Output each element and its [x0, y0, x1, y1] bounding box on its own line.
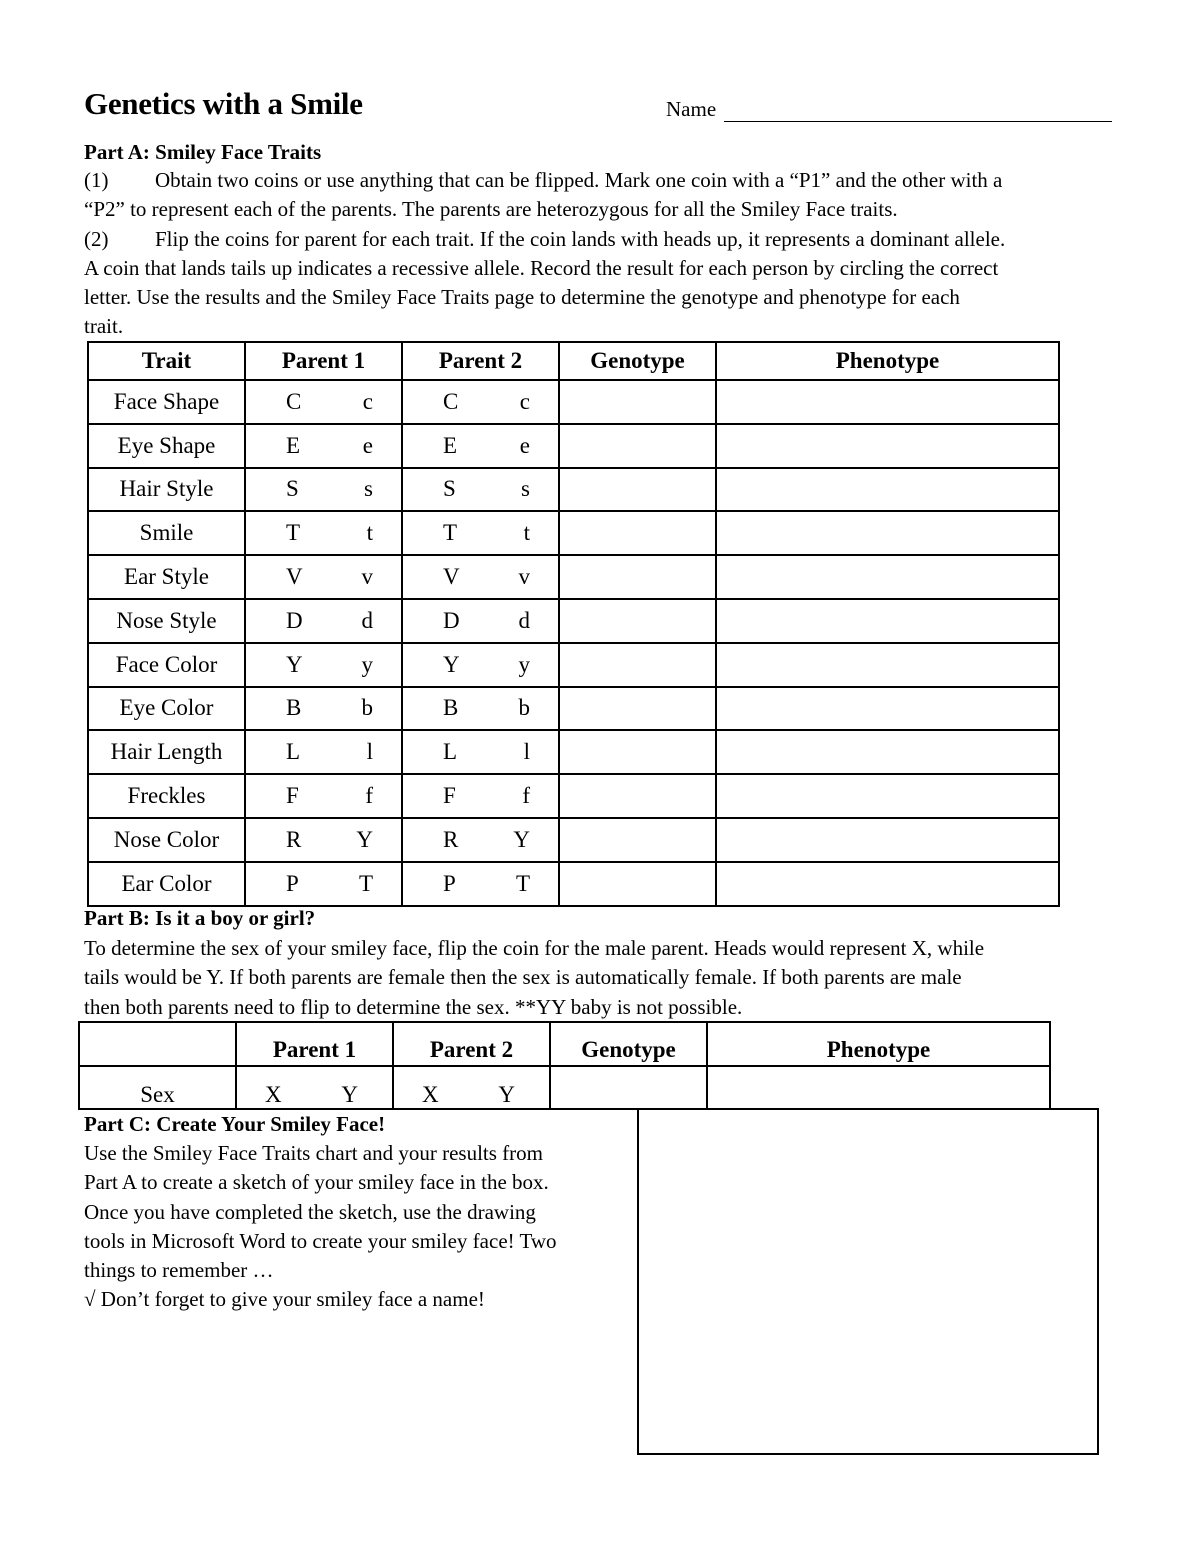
recessive-allele[interactable]: v [361, 564, 373, 590]
genotype-cell[interactable] [559, 424, 716, 468]
recessive-allele[interactable]: f [365, 783, 373, 809]
sex-header-parent-2: Parent 2 [393, 1022, 550, 1066]
sex-p1-allele-x[interactable]: X [265, 1082, 282, 1107]
dominant-allele[interactable]: S [443, 476, 456, 502]
part-a-heading: Part A: Smiley Face Traits [84, 140, 322, 164]
dominant-allele[interactable]: F [443, 783, 456, 809]
sex-p1-allele-y[interactable]: Y [341, 1082, 358, 1107]
sex-header-genotype: Genotype [550, 1022, 707, 1066]
dominant-allele[interactable]: P [286, 870, 299, 896]
trait-row [88, 774, 1059, 818]
trait-row [88, 468, 1059, 512]
part-c-line-4: tools in Microsoft Word to create your smiley face! Two [84, 1228, 557, 1253]
step-2-number: (2) [84, 226, 109, 251]
genotype-cell[interactable] [559, 555, 716, 599]
name-label: Name [666, 97, 717, 121]
part-b-instructions [84, 934, 1124, 1022]
sex-table [78, 1021, 1051, 1110]
step-1-text: Obtain two coins or use anything that can be flipped. Mark one coin with a “P1” and the other with a [155, 168, 1003, 192]
header-parent-2: Parent 2 [402, 342, 559, 380]
sex-header-empty [79, 1022, 236, 1066]
dominant-allele[interactable]: L [443, 739, 458, 765]
parent-1-alleles [245, 687, 402, 731]
trait-row [88, 555, 1059, 599]
genotype-cell[interactable] [559, 818, 716, 862]
recessive-allele[interactable]: d [361, 607, 373, 633]
genotype-cell[interactable] [559, 599, 716, 643]
parent-1-alleles [245, 424, 402, 468]
phenotype-cell[interactable] [716, 818, 1059, 862]
dominant-allele[interactable]: D [286, 607, 303, 633]
phenotype-cell[interactable] [716, 555, 1059, 599]
part-c-line-2: Part A to create a sketch of your smiley face in the box. [84, 1170, 549, 1195]
parent-2-alleles [402, 818, 559, 862]
part-c-instructions [84, 1139, 634, 1315]
part-c-line-3: Once you have completed the sketch, use the drawing [84, 1199, 536, 1224]
sex-p2-allele-y[interactable]: Y [498, 1082, 515, 1107]
step-2-continued-1: A coin that lands tails up indicates a recessive allele. Record the result for each person by circling the correct [84, 255, 999, 280]
sex-table-header [79, 1022, 1050, 1066]
genotype-cell[interactable] [559, 643, 716, 687]
trait-name: Nose Style [88, 599, 245, 643]
phenotype-cell[interactable] [716, 862, 1059, 906]
trait-row [88, 730, 1059, 774]
parent-1-alleles [245, 555, 402, 599]
phenotype-cell[interactable] [716, 687, 1059, 731]
header-parent-1: Parent 1 [245, 342, 402, 380]
phenotype-cell[interactable] [716, 774, 1059, 818]
recessive-allele[interactable]: y [361, 651, 373, 677]
trait-row [88, 818, 1059, 862]
phenotype-cell[interactable] [716, 468, 1059, 512]
recessive-allele[interactable]: s [521, 476, 530, 502]
dominant-allele[interactable]: C [443, 388, 459, 414]
name-blank-line[interactable] [724, 99, 1112, 122]
dominant-allele[interactable]: S [286, 476, 299, 502]
recessive-allele[interactable]: l [366, 739, 373, 765]
dominant-allele[interactable]: B [286, 695, 302, 721]
genotype-cell[interactable] [559, 687, 716, 731]
trait-name: Eye Color [88, 687, 245, 731]
header-genotype: Genotype [559, 342, 716, 380]
part-c-line-1: Use the Smiley Face Traits chart and your results from [84, 1141, 544, 1165]
part-b-heading: Part B: Is it a boy or girl? [84, 906, 316, 930]
sex-phenotype-cell[interactable] [707, 1066, 1050, 1109]
parent-2-alleles [402, 643, 559, 687]
parent-2-alleles [402, 687, 559, 731]
part-c-line-5: things to remember … [84, 1258, 274, 1283]
recessive-allele[interactable]: l [523, 739, 530, 765]
parent-2-alleles [402, 730, 559, 774]
trait-row [88, 599, 1059, 643]
genotype-cell[interactable] [559, 511, 716, 555]
trait-name: Smile [88, 511, 245, 555]
dominant-allele[interactable]: Y [443, 651, 460, 677]
sex-label: Sex [79, 1066, 236, 1109]
parent-1-alleles [245, 643, 402, 687]
page-title: Genetics with a Smile [84, 86, 363, 121]
dominant-allele[interactable]: L [286, 739, 301, 765]
name-field [666, 97, 1112, 122]
recessive-allele[interactable]: t [523, 520, 530, 546]
sex-parent-1-alleles [236, 1066, 393, 1109]
parent-2-alleles [402, 599, 559, 643]
trait-row [88, 424, 1059, 468]
trait-row [88, 687, 1059, 731]
recessive-allele[interactable]: d [518, 607, 530, 633]
sex-header-phenotype: Phenotype [707, 1022, 1050, 1066]
recessive-allele[interactable]: f [522, 783, 530, 809]
genotype-cell[interactable] [559, 468, 716, 512]
dominant-allele[interactable]: E [286, 432, 301, 458]
dominant-allele[interactable]: R [286, 826, 302, 852]
trait-name: Ear Color [88, 862, 245, 906]
sex-row [79, 1066, 1050, 1109]
dominant-allele[interactable]: T [286, 520, 301, 546]
header-phenotype: Phenotype [716, 342, 1059, 380]
trait-name: Face Color [88, 643, 245, 687]
phenotype-cell[interactable] [716, 599, 1059, 643]
parent-1-alleles [245, 380, 402, 424]
parent-1-alleles [245, 730, 402, 774]
traits-table-header [88, 342, 1059, 380]
genotype-cell[interactable] [559, 862, 716, 906]
recessive-allele[interactable]: y [518, 651, 530, 677]
parent-1-alleles [245, 468, 402, 512]
dominant-allele[interactable]: C [286, 388, 302, 414]
traits-table-body [88, 380, 1059, 906]
dominant-allele[interactable]: D [443, 607, 460, 633]
recessive-allele[interactable]: t [366, 520, 373, 546]
parent-2-alleles [402, 511, 559, 555]
dominant-allele[interactable]: Y [286, 651, 303, 677]
parent-2-alleles [402, 774, 559, 818]
dominant-allele[interactable]: E [443, 432, 458, 458]
recessive-allele[interactable]: b [518, 695, 530, 721]
recessive-allele[interactable]: c [519, 388, 530, 414]
traits-table [87, 341, 1060, 907]
part-b-line-2: tails would be Y. If both parents are female then the sex is automatically female. If both parents are male [84, 965, 962, 990]
recessive-allele[interactable]: b [361, 695, 373, 721]
step-1-continued: “P2” to represent each of the parents. The parents are heterozygous for all the Smiley Face traits. [84, 197, 898, 222]
trait-name: Nose Color [88, 818, 245, 862]
genotype-cell[interactable] [559, 730, 716, 774]
part-a-instructions [84, 166, 1124, 342]
header-trait: Trait [88, 342, 245, 380]
sex-genotype-cell[interactable] [550, 1066, 707, 1109]
trait-name: Eye Shape [88, 424, 245, 468]
step-2-continued-2: letter. Use the results and the Smiley Face Traits page to determine the genotype and phenotype for each [84, 285, 960, 310]
dominant-allele[interactable]: T [443, 520, 458, 546]
trait-name: Hair Length [88, 730, 245, 774]
recessive-allele[interactable]: Y [513, 826, 530, 852]
trait-name: Ear Style [88, 555, 245, 599]
recessive-allele[interactable]: c [362, 388, 373, 414]
parent-1-alleles [245, 774, 402, 818]
smiley-sketch-box[interactable] [637, 1108, 1099, 1455]
parent-2-alleles [402, 380, 559, 424]
dominant-allele[interactable]: V [286, 564, 303, 590]
trait-row [88, 862, 1059, 906]
parent-2-alleles [402, 424, 559, 468]
dominant-allele[interactable]: B [443, 695, 459, 721]
dominant-allele[interactable]: R [443, 826, 459, 852]
recessive-allele[interactable]: e [362, 432, 373, 458]
dominant-allele[interactable]: F [286, 783, 299, 809]
step-2-continued-3: trait. [84, 314, 124, 339]
genotype-cell[interactable] [559, 380, 716, 424]
recessive-allele[interactable]: Y [356, 826, 373, 852]
step-1-number: (1) [84, 168, 109, 192]
trait-name: Face Shape [88, 380, 245, 424]
recessive-allele[interactable]: e [519, 432, 530, 458]
phenotype-cell[interactable] [716, 643, 1059, 687]
dominant-allele[interactable]: V [443, 564, 460, 590]
recessive-allele[interactable]: T [515, 870, 530, 896]
part-b-line-3: then both parents need to flip to determine the sex. **YY baby is not possible. [84, 994, 743, 1019]
parent-2-alleles [402, 468, 559, 512]
phenotype-cell[interactable] [716, 424, 1059, 468]
parent-1-alleles [245, 511, 402, 555]
recessive-allele[interactable]: T [358, 870, 373, 896]
dominant-allele[interactable]: P [443, 870, 456, 896]
parent-1-alleles [245, 599, 402, 643]
parent-2-alleles [402, 862, 559, 906]
parent-2-alleles [402, 555, 559, 599]
trait-row [88, 380, 1059, 424]
part-b-line-1: To determine the sex of your smiley face, flip the coin for the male parent. Heads would represent X, while [84, 936, 985, 960]
sex-p2-allele-x[interactable]: X [422, 1082, 439, 1107]
trait-row [88, 643, 1059, 687]
sex-parent-2-alleles [393, 1066, 550, 1109]
phenotype-cell[interactable] [716, 380, 1059, 424]
phenotype-cell[interactable] [716, 511, 1059, 555]
part-c-heading: Part C: Create Your Smiley Face! [84, 1112, 386, 1136]
genotype-cell[interactable] [559, 774, 716, 818]
trait-row [88, 511, 1059, 555]
part-c-reminder: √ Don’t forget to give your smiley face a name! [84, 1287, 485, 1312]
phenotype-cell[interactable] [716, 730, 1059, 774]
parent-1-alleles [245, 818, 402, 862]
sex-header-parent-1: Parent 1 [236, 1022, 393, 1066]
trait-name: Hair Style [88, 468, 245, 512]
trait-name: Freckles [88, 774, 245, 818]
recessive-allele[interactable]: s [364, 476, 373, 502]
recessive-allele[interactable]: v [518, 564, 530, 590]
step-2-text: Flip the coins for parent for each trait. If the coin lands with heads up, it represents a dominant allele. [155, 226, 1006, 251]
parent-1-alleles [245, 862, 402, 906]
